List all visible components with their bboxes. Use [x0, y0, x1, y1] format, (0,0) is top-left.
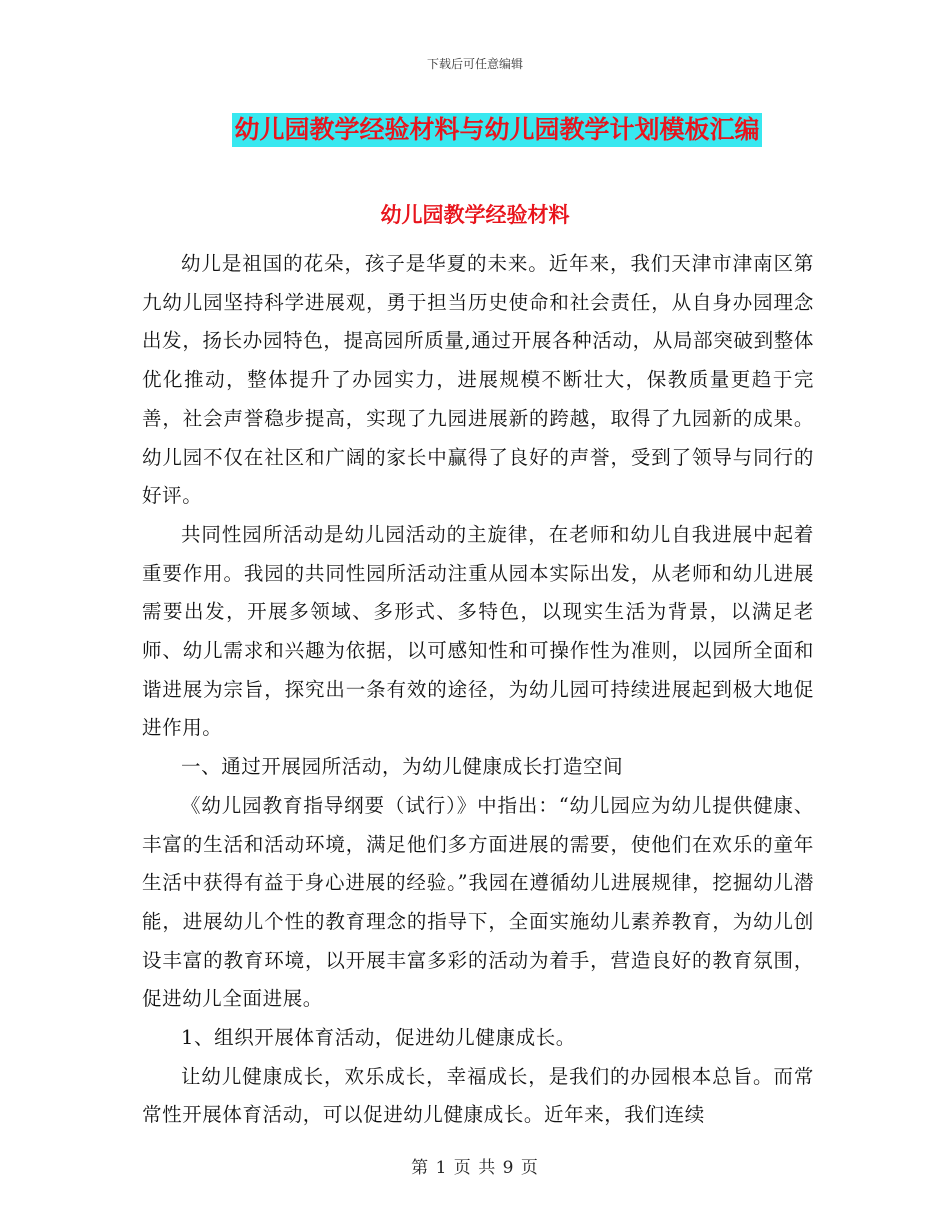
heading-paragraph: 一、通过开展园所活动，为幼儿健康成长打造空间: [181, 755, 624, 779]
paragraph: 幼儿是祖国的花朵，孩子是华夏的未来。近年来，我们天津市津南区第九幼儿园坚持科学进展观，勇于担当历史使命和社会责任，从自身办园理念出发，扬长办园特色，提高园所质量,通过开展各种活动，从局部突破到整体优化推动，整体提升了办园实力，进展规模不断壮大，保教质量更趋于完善，社会声誉稳步提高，实现了九园进展新的跨越，取得了九园新的成果。幼儿园不仅在社区和广阔的家长中赢得了良好的声誉，受到了领导与同行的好评。: [142, 252, 814, 508]
paragraph: 让幼儿健康成长，欢乐成长，幸福成长，是我们的办园根本总旨。而常常性开展体育活动，可以促进幼儿健康成长。近年来，我们连续: [142, 1064, 814, 1127]
header-note: 下载后可任意编辑: [426, 57, 523, 71]
subheading-paragraph: 1、组织开展体育活动，促进幼儿健康成长。: [181, 1026, 576, 1050]
section-title: 幼儿园教学经验材料: [380, 203, 570, 227]
document-body: [142, 245, 814, 1135]
paragraph: 共同性园所活动是幼儿园活动的主旋律，在老师和幼儿自我进展中起着重要作用。我园的共同性园所活动注重从园本实际出发，从老师和幼儿进展需要出发，开展多领域、多形式、多特色，以现实生活为背景，以满足老师、幼儿需求和兴趣为依据，以可感知性和可操作性为准则，以园所全面和谐进展为宗旨，探究出一条有效的途径，为幼儿园可持续进展起到极大地促进作用。: [142, 522, 814, 740]
document-title: 幼儿园教学经验材料与幼儿园教学计划模板汇编: [232, 113, 761, 147]
paragraph: 《幼儿园教育指导纲要（试行）》中指出：“幼儿园应为幼儿提供健康、丰富的生活和活动环境，满足他们多方面进展的需要，使他们在欢乐的童年生活中获得有益于身心进展的经验。”我园在遵循幼儿进展规律，挖掘幼儿潜能，进展幼儿个性的教育理念的指导下，全面实施幼儿素养教育，为幼儿创设丰富的教育环境，以开展丰富多彩的活动为着手，营造良好的教育氛围，促进幼儿全面进展。: [142, 793, 814, 1011]
document-title-container: [0, 113, 950, 147]
page-number-footer: 第 1 页 共 9 页: [411, 1158, 539, 1178]
